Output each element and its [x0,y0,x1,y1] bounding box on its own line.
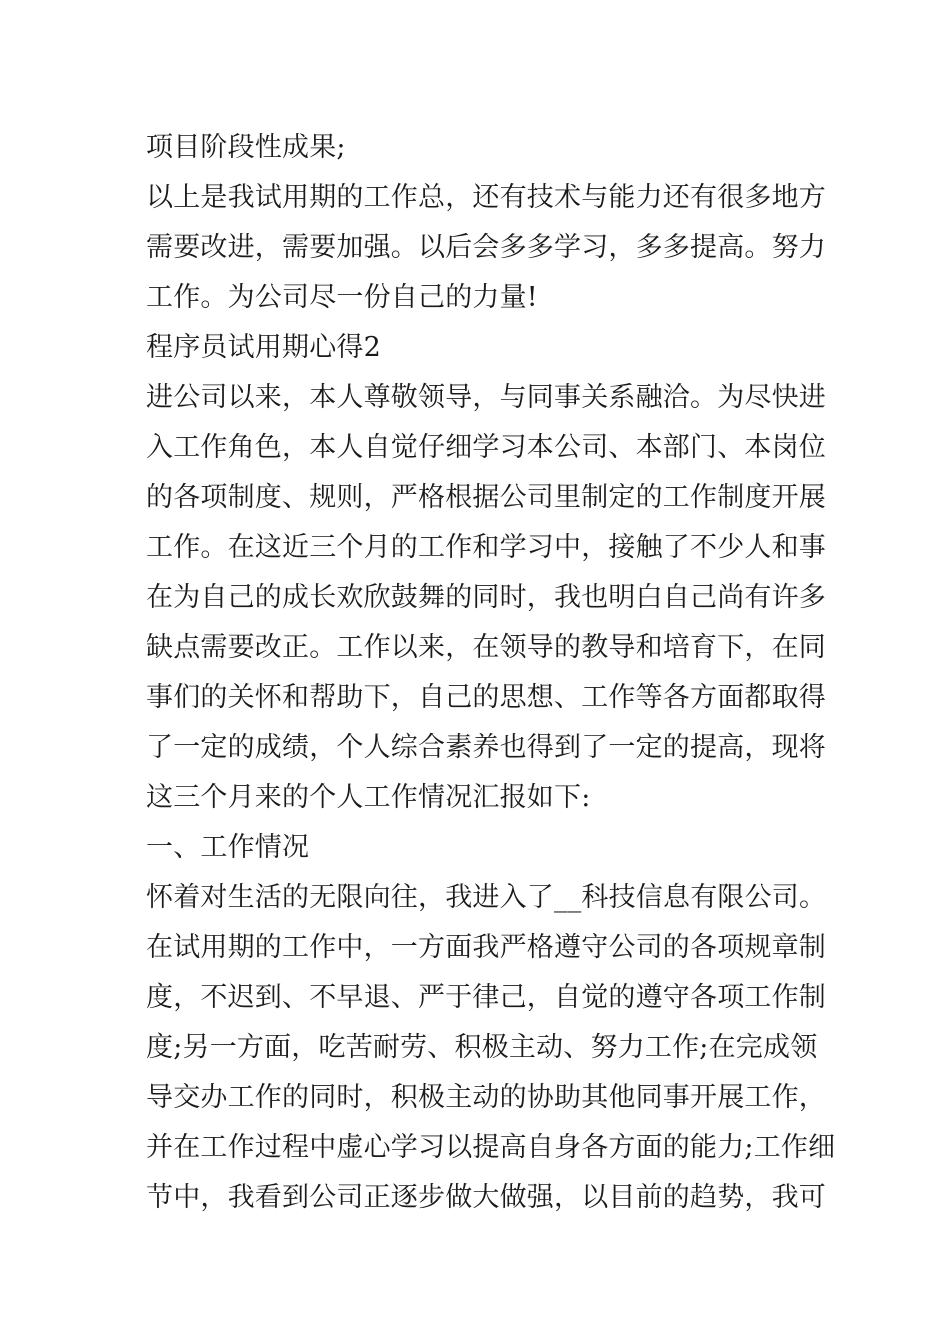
text-line: 需要改进，需要加强。以后会多多学习，多多提高。努力 [146,232,826,263]
section-heading: 程序员试用期心得2 [146,332,381,363]
text-line: 进公司以来，本人尊敬领导，与同事关系融洽。为尽快进 [146,382,826,413]
section-heading: 一、工作情况 [146,832,310,863]
text-line: 项目阶段性成果; [146,132,346,163]
text-line: 度;另一方面，吃苦耐劳、积极主动、努力工作;在完成领 [146,1032,818,1063]
text-line: 事们的关怀和帮助下，自己的思想、工作等各方面都取得 [146,682,826,713]
text-line: 以上是我试用期的工作总，还有技术与能力还有很多地方 [146,182,826,213]
text-line: 并在工作过程中虚心学习以提高自身各方面的能力;工作细 [146,1132,836,1163]
text-line: 工作。在这近三个月的工作和学习中，接触了不少人和事 [146,532,826,563]
text-line: 入工作角色，本人自觉仔细学习本公司、本部门、本岗位 [146,432,826,463]
text-line: 导交办工作的同时，积极主动的协助其他同事开展工作， [146,1082,826,1113]
text-line: 节中，我看到公司正逐步做大做强，以目前的趋势，我可 [146,1182,826,1213]
text-line: 度，不迟到、不早退、严于律己，自觉的遵守各项工作制 [146,982,826,1013]
text-line: 工作。为公司尽一份自己的力量! [146,282,538,313]
text-line: 在试用期的工作中，一方面我严格遵守公司的各项规章制 [146,932,826,963]
text-line: 在为自己的成长欢欣鼓舞的同时，我也明白自己尚有许多 [146,582,826,613]
text-line: 缺点需要改正。工作以来，在领导的教导和培育下，在同 [146,632,826,663]
text-line: 了一定的成绩，个人综合素养也得到了一定的提高，现将 [146,732,826,763]
text-line: 怀着对生活的无限向往，我进入了__科技信息有限公司。 [146,882,827,913]
text-line: 的各项制度、规则，严格根据公司里制定的工作制度开展 [146,482,826,513]
text-line: 这三个月来的个人工作情况汇报如下: [146,782,591,813]
